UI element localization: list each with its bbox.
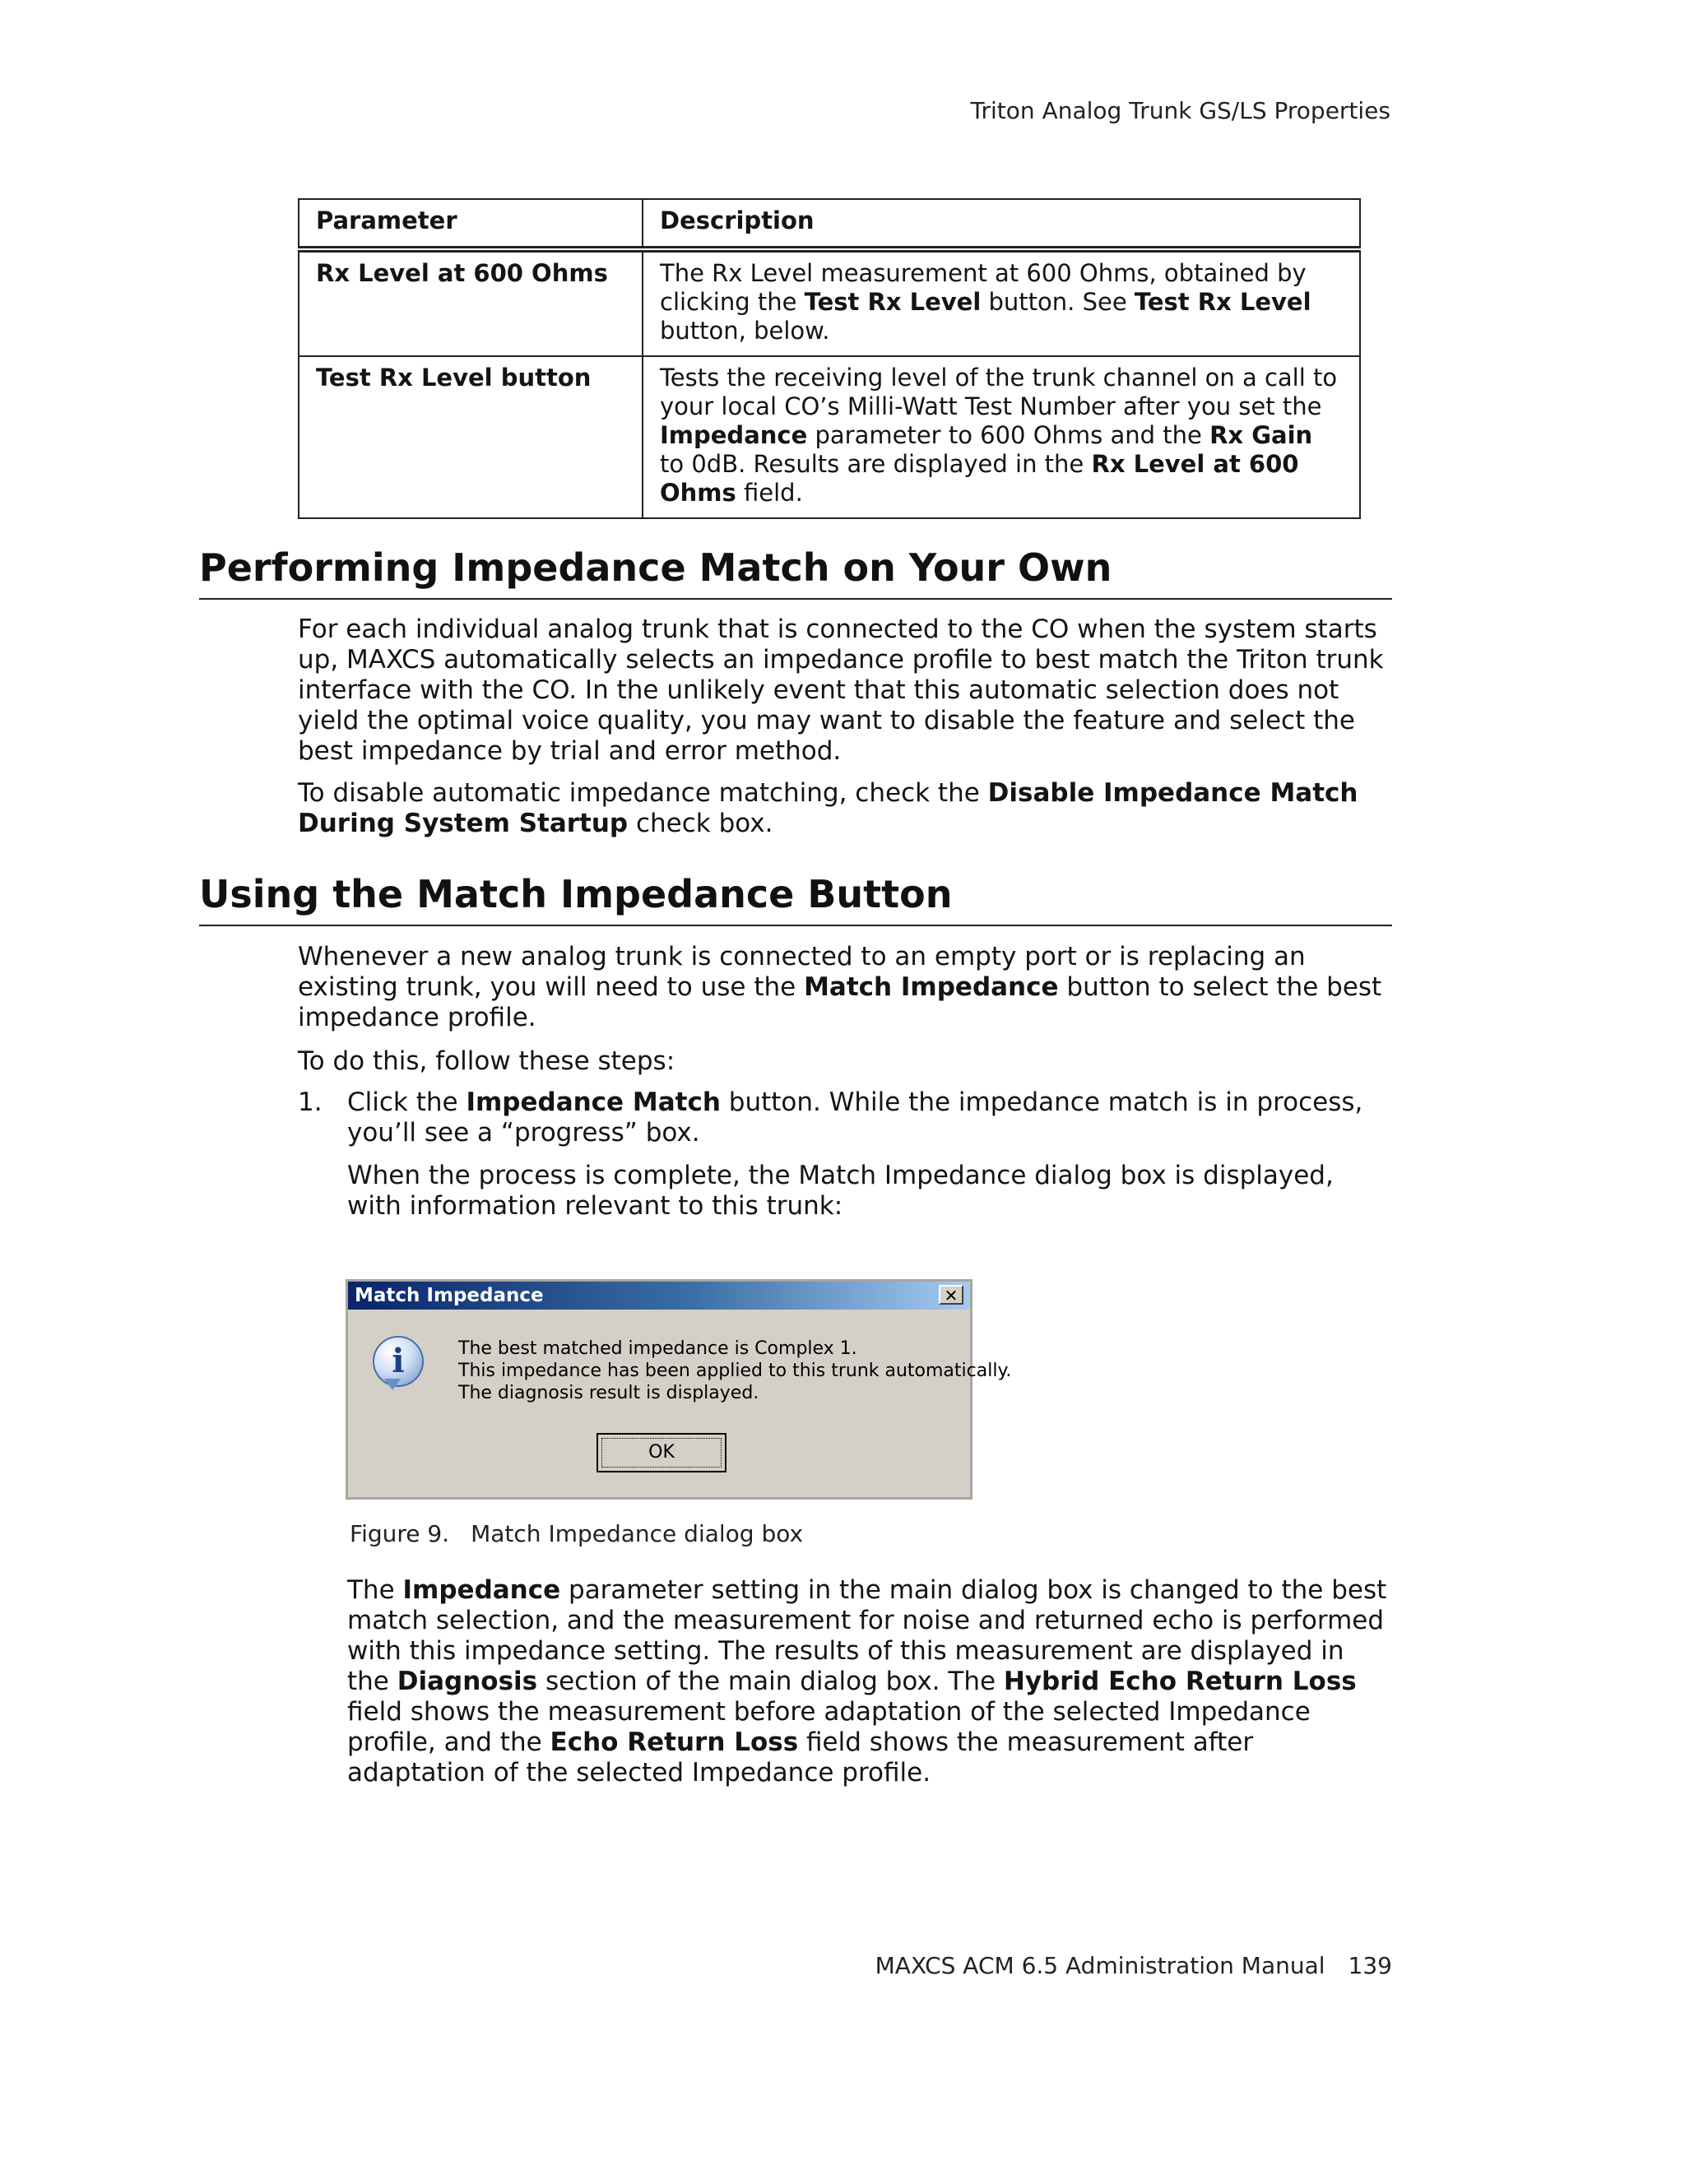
text-run: button. See <box>981 288 1135 316</box>
dialog-titlebar <box>348 1282 970 1310</box>
dialog-message-line: The best matched impedance is Complex 1. <box>458 1338 857 1359</box>
text-run: parameter setting in the main dialog box is changed to the best match selection, and the measurement for noise and returned echo is performed with this impedance setting. The results of this measurement are displayed in the <box>347 1575 1387 1696</box>
text-run: To disable automatic impedance matching, check the <box>298 778 988 808</box>
table-header-description: Description <box>643 199 1360 249</box>
parameter-table <box>298 198 1361 519</box>
bold-text: Diagnosis <box>397 1667 538 1696</box>
bold-text: Impedance Match <box>466 1087 721 1117</box>
bold-text: Impedance <box>660 421 808 449</box>
table-cell-parameter: Test Rx Level button <box>299 356 643 518</box>
text-run: button. While the impedance match is in process, you’ll see a “progress” box. <box>347 1087 1363 1148</box>
text-run: The Rx Level measurement at 600 Ohms, obtained by clicking the <box>660 259 1307 316</box>
text-run: parameter to 600 Ohms and the <box>807 421 1210 449</box>
ok-button[interactable] <box>596 1433 726 1472</box>
text-run: The <box>347 1575 403 1605</box>
bold-text: Match Impedance <box>804 972 1059 1002</box>
bold-text: Echo Return Loss <box>550 1727 799 1757</box>
text-run: check box. <box>628 809 773 838</box>
table-cell-description <box>643 356 1360 518</box>
table-row <box>299 356 1360 518</box>
match-impedance-dialog <box>346 1279 1012 1500</box>
text-run: button, below. <box>660 317 830 345</box>
dialog-title: Match Impedance <box>355 1285 544 1306</box>
step-number: 1. <box>298 1087 323 1117</box>
running-header: Triton Analog Trunk GS/LS Properties <box>970 97 1390 124</box>
paragraph <box>298 778 1392 839</box>
bold-text: Disable Impedance Match During System Startup <box>298 778 1358 838</box>
paragraph: For each individual analog trunk that is connected to the CO when the system starts up, MAXCS automatically selects an impedance profile to best match the Triton trunk interface with the CO. In the unlikely event that this automatic selection does not yield the optimal voice quality, you may want to disable the feature and select the best impedance by trial and error method. <box>298 614 1384 766</box>
dialog-message-line: The diagnosis result is displayed. <box>458 1383 759 1403</box>
table-cell-parameter: Rx Level at 600 Ohms <box>299 249 643 356</box>
table-cell-description <box>643 249 1360 356</box>
info-icon: i <box>373 1336 424 1387</box>
footer-title: MAXCS ACM 6.5 Administration Manual <box>875 1952 1325 1979</box>
text-run: field shows the measurement before adaptation of the selected Impedance profile, and the <box>347 1697 1311 1757</box>
figure-number: Figure 9. <box>350 1520 450 1547</box>
step-followup: When the process is complete, the Match Impedance dialog box is displayed, with information relevant to this trunk: <box>347 1161 1334 1221</box>
text-run: Click the <box>347 1087 467 1117</box>
close-icon[interactable]: ✕ <box>939 1285 963 1305</box>
info-icon-tail <box>384 1379 401 1390</box>
figure-caption <box>350 1520 803 1547</box>
paragraph <box>347 1575 1392 1788</box>
text-run: to 0dB. Results are displayed in the <box>660 450 1092 478</box>
bold-text: Rx Gain <box>1209 421 1313 449</box>
table-header-parameter: Parameter <box>299 199 643 249</box>
figure-caption-text: Match Impedance dialog box <box>471 1520 804 1547</box>
page-number: 139 <box>1348 1952 1392 1979</box>
paragraph <box>298 942 1392 1033</box>
text-run: section of the main dialog box. The <box>537 1667 1004 1696</box>
bold-text: Hybrid Echo Return Loss <box>1003 1667 1357 1696</box>
ok-button-label: OK <box>601 1438 722 1468</box>
text-run: button to select the best impedance profile. <box>298 972 1382 1032</box>
paragraph: To do this, follow these steps: <box>298 1046 675 1076</box>
bold-text: Test Rx Level <box>1134 288 1311 316</box>
section-heading: Using the Match Impedance Button <box>199 872 1392 926</box>
step-text <box>347 1087 1392 1148</box>
bold-text: Impedance <box>402 1575 561 1605</box>
page-footer <box>740 1952 1392 1979</box>
text-run: field shows the measurement after adaptation of the selected Impedance profile. <box>347 1727 1254 1788</box>
bold-text: Test Rx Level <box>804 288 982 316</box>
text-run: Tests the receiving level of the trunk channel on a call to your local CO’s Milli-Watt Test Number after you set the <box>660 364 1338 420</box>
bold-text: Rx Level at 600 Ohms <box>660 450 1299 507</box>
dialog-message <box>458 1338 1011 1404</box>
dialog-message-line: This impedance has been applied to this trunk automatically. <box>458 1361 1012 1381</box>
section-heading: Performing Impedance Match on Your Own <box>199 545 1392 600</box>
table-row <box>299 249 1360 356</box>
text-run: field. <box>736 479 803 507</box>
text-run: Whenever a new analog trunk is connected to an empty port or is replacing an existing trunk, you will need to use the <box>298 942 1306 1002</box>
